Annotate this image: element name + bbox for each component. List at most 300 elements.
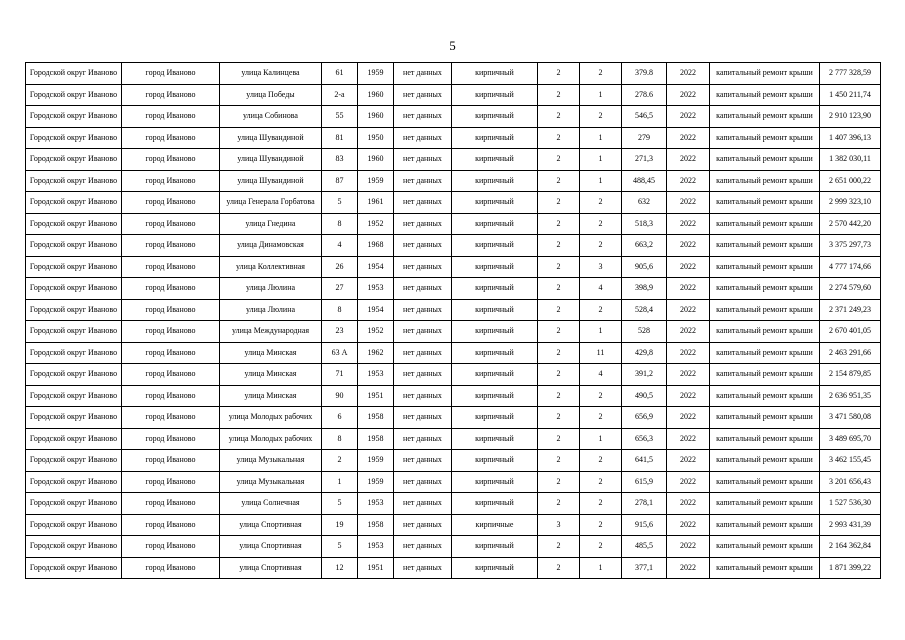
- work-type-cell: капитальный ремонт крыши: [710, 192, 820, 214]
- district-cell: Городской округ Иваново: [26, 342, 122, 364]
- area-cell: 518,3: [622, 213, 667, 235]
- floors-cell: 2: [538, 192, 580, 214]
- house-number-cell: 83: [322, 149, 358, 171]
- street-cell: улица Минская: [220, 364, 322, 386]
- table-row: [26, 428, 881, 450]
- build-year-cell: 1953: [358, 278, 394, 300]
- data-status-cell: нет данных: [394, 493, 452, 515]
- cost-cell: 2 164 362,84: [820, 536, 881, 558]
- table-row: [26, 514, 881, 536]
- work-type-cell: капитальный ремонт крыши: [710, 364, 820, 386]
- area-cell: 528: [622, 321, 667, 343]
- city-cell: город Иваново: [122, 471, 220, 493]
- table-row: [26, 471, 881, 493]
- floors-cell: 2: [538, 342, 580, 364]
- entrances-cell: 2: [580, 385, 622, 407]
- build-year-cell: 1968: [358, 235, 394, 257]
- wall-material-cell: кирпичный: [452, 149, 538, 171]
- wall-material-cell: кирпичный: [452, 84, 538, 106]
- entrances-cell: 1: [580, 428, 622, 450]
- cost-cell: 2 910 123,90: [820, 106, 881, 128]
- entrances-cell: 2: [580, 235, 622, 257]
- build-year-cell: 1961: [358, 192, 394, 214]
- area-cell: 391,2: [622, 364, 667, 386]
- district-cell: Городской округ Иваново: [26, 278, 122, 300]
- floors-cell: 2: [538, 385, 580, 407]
- work-type-cell: капитальный ремонт крыши: [710, 278, 820, 300]
- table-row: [26, 278, 881, 300]
- area-cell: 278,1: [622, 493, 667, 515]
- street-cell: улица Солнечная: [220, 493, 322, 515]
- floors-cell: 2: [538, 299, 580, 321]
- table-row: [26, 342, 881, 364]
- plan-year-cell: 2022: [667, 106, 710, 128]
- floors-cell: 2: [538, 235, 580, 257]
- wall-material-cell: кирпичный: [452, 106, 538, 128]
- wall-material-cell: кирпичный: [452, 299, 538, 321]
- city-cell: город Иваново: [122, 127, 220, 149]
- area-cell: 656,3: [622, 428, 667, 450]
- cost-cell: 2 154 879,85: [820, 364, 881, 386]
- city-cell: город Иваново: [122, 170, 220, 192]
- district-cell: Городской округ Иваново: [26, 557, 122, 579]
- house-number-cell: 1: [322, 471, 358, 493]
- cost-cell: 2 463 291,66: [820, 342, 881, 364]
- table-row: [26, 385, 881, 407]
- area-cell: 379.8: [622, 63, 667, 85]
- wall-material-cell: кирпичный: [452, 471, 538, 493]
- cost-cell: 2 993 431,39: [820, 514, 881, 536]
- entrances-cell: 2: [580, 536, 622, 558]
- table-row: [26, 170, 881, 192]
- house-number-cell: 5: [322, 192, 358, 214]
- house-number-cell: 4: [322, 235, 358, 257]
- entrances-cell: 2: [580, 493, 622, 515]
- floors-cell: 2: [538, 450, 580, 472]
- table-row: [26, 321, 881, 343]
- table-row: [26, 213, 881, 235]
- area-cell: 398,9: [622, 278, 667, 300]
- wall-material-cell: кирпичный: [452, 170, 538, 192]
- house-number-cell: 8: [322, 213, 358, 235]
- street-cell: улица Люлина: [220, 299, 322, 321]
- work-type-cell: капитальный ремонт крыши: [710, 536, 820, 558]
- street-cell: улица Спортивная: [220, 514, 322, 536]
- entrances-cell: 2: [580, 63, 622, 85]
- floors-cell: 2: [538, 493, 580, 515]
- build-year-cell: 1959: [358, 170, 394, 192]
- house-number-cell: 63 А: [322, 342, 358, 364]
- street-cell: улица Молодых рабочих: [220, 428, 322, 450]
- table-row: [26, 84, 881, 106]
- data-status-cell: нет данных: [394, 428, 452, 450]
- work-type-cell: капитальный ремонт крыши: [710, 84, 820, 106]
- work-type-cell: капитальный ремонт крыши: [710, 385, 820, 407]
- cost-cell: 4 777 174,66: [820, 256, 881, 278]
- entrances-cell: 1: [580, 321, 622, 343]
- cost-cell: 3 375 297,73: [820, 235, 881, 257]
- data-status-cell: нет данных: [394, 514, 452, 536]
- district-cell: Городской округ Иваново: [26, 493, 122, 515]
- floors-cell: 2: [538, 149, 580, 171]
- table-row: [26, 450, 881, 472]
- work-type-cell: капитальный ремонт крыши: [710, 342, 820, 364]
- data-status-cell: нет данных: [394, 364, 452, 386]
- city-cell: город Иваново: [122, 557, 220, 579]
- city-cell: город Иваново: [122, 63, 220, 85]
- build-year-cell: 1953: [358, 536, 394, 558]
- plan-year-cell: 2022: [667, 364, 710, 386]
- table-body: [26, 63, 881, 579]
- city-cell: город Иваново: [122, 514, 220, 536]
- city-cell: город Иваново: [122, 278, 220, 300]
- district-cell: Городской округ Иваново: [26, 321, 122, 343]
- house-number-cell: 2-а: [322, 84, 358, 106]
- build-year-cell: 1952: [358, 213, 394, 235]
- district-cell: Городской округ Иваново: [26, 127, 122, 149]
- data-status-cell: нет данных: [394, 407, 452, 429]
- street-cell: улица Шувандиной: [220, 149, 322, 171]
- street-cell: улица Минская: [220, 385, 322, 407]
- district-cell: Городской округ Иваново: [26, 428, 122, 450]
- floors-cell: 2: [538, 106, 580, 128]
- plan-year-cell: 2022: [667, 299, 710, 321]
- work-type-cell: капитальный ремонт крыши: [710, 493, 820, 515]
- wall-material-cell: кирпичный: [452, 192, 538, 214]
- house-number-cell: 61: [322, 63, 358, 85]
- plan-year-cell: 2022: [667, 428, 710, 450]
- house-number-cell: 5: [322, 536, 358, 558]
- street-cell: улица Молодых рабочих: [220, 407, 322, 429]
- floors-cell: 2: [538, 213, 580, 235]
- floors-cell: 3: [538, 514, 580, 536]
- area-cell: 632: [622, 192, 667, 214]
- cost-cell: 3 489 695,70: [820, 428, 881, 450]
- street-cell: улица Собинова: [220, 106, 322, 128]
- area-cell: 663,2: [622, 235, 667, 257]
- table-row: [26, 407, 881, 429]
- floors-cell: 2: [538, 471, 580, 493]
- plan-year-cell: 2022: [667, 342, 710, 364]
- house-number-cell: 8: [322, 299, 358, 321]
- house-number-cell: 55: [322, 106, 358, 128]
- plan-year-cell: 2022: [667, 235, 710, 257]
- table-row: [26, 106, 881, 128]
- cost-cell: 3 462 155,45: [820, 450, 881, 472]
- table-row: [26, 63, 881, 85]
- build-year-cell: 1954: [358, 256, 394, 278]
- cost-cell: 2 274 579,60: [820, 278, 881, 300]
- entrances-cell: 1: [580, 149, 622, 171]
- wall-material-cell: кирпичный: [452, 127, 538, 149]
- district-cell: Городской округ Иваново: [26, 536, 122, 558]
- plan-year-cell: 2022: [667, 514, 710, 536]
- data-status-cell: нет данных: [394, 106, 452, 128]
- entrances-cell: 2: [580, 299, 622, 321]
- work-type-cell: капитальный ремонт крыши: [710, 256, 820, 278]
- plan-year-cell: 2022: [667, 127, 710, 149]
- district-cell: Городской округ Иваново: [26, 235, 122, 257]
- cost-cell: 2 651 000,22: [820, 170, 881, 192]
- build-year-cell: 1960: [358, 149, 394, 171]
- work-type-cell: капитальный ремонт крыши: [710, 63, 820, 85]
- street-cell: улица Коллективная: [220, 256, 322, 278]
- build-year-cell: 1959: [358, 471, 394, 493]
- city-cell: город Иваново: [122, 536, 220, 558]
- wall-material-cell: кирпичный: [452, 536, 538, 558]
- house-number-cell: 26: [322, 256, 358, 278]
- wall-material-cell: кирпичный: [452, 278, 538, 300]
- work-type-cell: капитальный ремонт крыши: [710, 407, 820, 429]
- district-cell: Городской округ Иваново: [26, 471, 122, 493]
- district-cell: Городской округ Иваново: [26, 299, 122, 321]
- district-cell: Городской округ Иваново: [26, 364, 122, 386]
- cost-cell: 1 407 396,13: [820, 127, 881, 149]
- entrances-cell: 2: [580, 407, 622, 429]
- area-cell: 377,1: [622, 557, 667, 579]
- area-cell: 905,6: [622, 256, 667, 278]
- area-cell: 656,9: [622, 407, 667, 429]
- wall-material-cell: кирпичный: [452, 63, 538, 85]
- data-status-cell: нет данных: [394, 63, 452, 85]
- district-cell: Городской округ Иваново: [26, 450, 122, 472]
- table-row: [26, 364, 881, 386]
- wall-material-cell: кирпичный: [452, 493, 538, 515]
- wall-material-cell: кирпичный: [452, 557, 538, 579]
- district-cell: Городской округ Иваново: [26, 407, 122, 429]
- work-type-cell: капитальный ремонт крыши: [710, 127, 820, 149]
- area-cell: 271,3: [622, 149, 667, 171]
- entrances-cell: 1: [580, 170, 622, 192]
- house-number-cell: 81: [322, 127, 358, 149]
- build-year-cell: 1958: [358, 514, 394, 536]
- area-cell: 429,8: [622, 342, 667, 364]
- floors-cell: 2: [538, 256, 580, 278]
- street-cell: улица Генерала Горбатова: [220, 192, 322, 214]
- work-type-cell: капитальный ремонт крыши: [710, 149, 820, 171]
- entrances-cell: 2: [580, 213, 622, 235]
- plan-year-cell: 2022: [667, 493, 710, 515]
- area-cell: 488,45: [622, 170, 667, 192]
- floors-cell: 2: [538, 407, 580, 429]
- data-status-cell: нет данных: [394, 536, 452, 558]
- build-year-cell: 1951: [358, 385, 394, 407]
- work-type-cell: капитальный ремонт крыши: [710, 428, 820, 450]
- data-status-cell: нет данных: [394, 170, 452, 192]
- floors-cell: 2: [538, 170, 580, 192]
- house-number-cell: 19: [322, 514, 358, 536]
- entrances-cell: 3: [580, 256, 622, 278]
- floors-cell: 2: [538, 278, 580, 300]
- plan-year-cell: 2022: [667, 471, 710, 493]
- area-cell: 528,4: [622, 299, 667, 321]
- street-cell: улица Калинцева: [220, 63, 322, 85]
- district-cell: Городской округ Иваново: [26, 192, 122, 214]
- cost-cell: 2 371 249,23: [820, 299, 881, 321]
- data-status-cell: нет данных: [394, 84, 452, 106]
- district-cell: Городской округ Иваново: [26, 256, 122, 278]
- work-type-cell: капитальный ремонт крыши: [710, 170, 820, 192]
- floors-cell: 2: [538, 557, 580, 579]
- city-cell: город Иваново: [122, 106, 220, 128]
- build-year-cell: 1959: [358, 63, 394, 85]
- build-year-cell: 1950: [358, 127, 394, 149]
- district-cell: Городской округ Иваново: [26, 213, 122, 235]
- entrances-cell: 4: [580, 278, 622, 300]
- area-cell: 279: [622, 127, 667, 149]
- wall-material-cell: кирпичный: [452, 256, 538, 278]
- wall-material-cell: кирпичные: [452, 514, 538, 536]
- area-cell: 485,5: [622, 536, 667, 558]
- street-cell: улица Спортивная: [220, 536, 322, 558]
- area-cell: 490,5: [622, 385, 667, 407]
- data-status-cell: нет данных: [394, 235, 452, 257]
- build-year-cell: 1958: [358, 407, 394, 429]
- street-cell: улица Шувандиной: [220, 170, 322, 192]
- data-status-cell: нет данных: [394, 321, 452, 343]
- cost-cell: 2 670 401,05: [820, 321, 881, 343]
- street-cell: улица Минская: [220, 342, 322, 364]
- city-cell: город Иваново: [122, 493, 220, 515]
- page-number: 5: [449, 38, 456, 53]
- cost-cell: 2 636 951,35: [820, 385, 881, 407]
- table-row: [26, 149, 881, 171]
- house-number-cell: 8: [322, 428, 358, 450]
- city-cell: город Иваново: [122, 192, 220, 214]
- entrances-cell: 1: [580, 84, 622, 106]
- street-cell: улица Динамовская: [220, 235, 322, 257]
- build-year-cell: 1952: [358, 321, 394, 343]
- city-cell: город Иваново: [122, 235, 220, 257]
- table-row: [26, 557, 881, 579]
- entrances-cell: 1: [580, 557, 622, 579]
- district-cell: Городской округ Иваново: [26, 63, 122, 85]
- build-year-cell: 1959: [358, 450, 394, 472]
- floors-cell: 2: [538, 84, 580, 106]
- city-cell: город Иваново: [122, 256, 220, 278]
- street-cell: улица Люлина: [220, 278, 322, 300]
- work-type-cell: капитальный ремонт крыши: [710, 471, 820, 493]
- cost-cell: 1 382 030,11: [820, 149, 881, 171]
- wall-material-cell: кирпичный: [452, 428, 538, 450]
- plan-year-cell: 2022: [667, 170, 710, 192]
- house-number-cell: 71: [322, 364, 358, 386]
- entrances-cell: 11: [580, 342, 622, 364]
- work-type-cell: капитальный ремонт крыши: [710, 557, 820, 579]
- cost-cell: 1 527 536,30: [820, 493, 881, 515]
- data-status-cell: нет данных: [394, 256, 452, 278]
- district-cell: Городской округ Иваново: [26, 149, 122, 171]
- plan-year-cell: 2022: [667, 149, 710, 171]
- street-cell: улица Международная: [220, 321, 322, 343]
- house-number-cell: 6: [322, 407, 358, 429]
- city-cell: город Иваново: [122, 321, 220, 343]
- city-cell: город Иваново: [122, 385, 220, 407]
- cost-cell: 2 570 442,20: [820, 213, 881, 235]
- work-type-cell: капитальный ремонт крыши: [710, 321, 820, 343]
- cost-cell: 1 450 211,74: [820, 84, 881, 106]
- data-status-cell: нет данных: [394, 278, 452, 300]
- cost-cell: 2 999 323,10: [820, 192, 881, 214]
- plan-year-cell: 2022: [667, 213, 710, 235]
- floors-cell: 2: [538, 63, 580, 85]
- work-type-cell: капитальный ремонт крыши: [710, 514, 820, 536]
- plan-year-cell: 2022: [667, 557, 710, 579]
- wall-material-cell: кирпичный: [452, 321, 538, 343]
- table-row: [26, 536, 881, 558]
- work-type-cell: капитальный ремонт крыши: [710, 106, 820, 128]
- house-number-cell: 23: [322, 321, 358, 343]
- area-cell: 915,6: [622, 514, 667, 536]
- district-cell: Городской округ Иваново: [26, 514, 122, 536]
- wall-material-cell: кирпичный: [452, 450, 538, 472]
- area-cell: 615,9: [622, 471, 667, 493]
- cost-cell: 1 871 399,22: [820, 557, 881, 579]
- street-cell: улица Гнедина: [220, 213, 322, 235]
- city-cell: город Иваново: [122, 364, 220, 386]
- city-cell: город Иваново: [122, 84, 220, 106]
- floors-cell: 2: [538, 364, 580, 386]
- city-cell: город Иваново: [122, 299, 220, 321]
- work-type-cell: капитальный ремонт крыши: [710, 450, 820, 472]
- plan-year-cell: 2022: [667, 385, 710, 407]
- plan-year-cell: 2022: [667, 407, 710, 429]
- data-status-cell: нет данных: [394, 192, 452, 214]
- wall-material-cell: кирпичный: [452, 213, 538, 235]
- build-year-cell: 1951: [358, 557, 394, 579]
- entrances-cell: 4: [580, 364, 622, 386]
- wall-material-cell: кирпичный: [452, 385, 538, 407]
- entrances-cell: 2: [580, 450, 622, 472]
- city-cell: город Иваново: [122, 407, 220, 429]
- house-number-cell: 90: [322, 385, 358, 407]
- floors-cell: 2: [538, 127, 580, 149]
- plan-year-cell: 2022: [667, 192, 710, 214]
- street-cell: улица Спортивная: [220, 557, 322, 579]
- district-cell: Городской округ Иваново: [26, 385, 122, 407]
- entrances-cell: 2: [580, 514, 622, 536]
- build-year-cell: 1958: [358, 428, 394, 450]
- area-cell: 641,5: [622, 450, 667, 472]
- build-year-cell: 1953: [358, 493, 394, 515]
- city-cell: город Иваново: [122, 149, 220, 171]
- table-row: [26, 192, 881, 214]
- house-number-cell: 2: [322, 450, 358, 472]
- cost-cell: 3 471 580,08: [820, 407, 881, 429]
- build-year-cell: 1960: [358, 84, 394, 106]
- work-type-cell: капитальный ремонт крыши: [710, 213, 820, 235]
- area-cell: 278.6: [622, 84, 667, 106]
- house-number-cell: 87: [322, 170, 358, 192]
- entrances-cell: 2: [580, 106, 622, 128]
- floors-cell: 2: [538, 428, 580, 450]
- data-status-cell: нет данных: [394, 149, 452, 171]
- data-status-cell: нет данных: [394, 127, 452, 149]
- plan-year-cell: 2022: [667, 450, 710, 472]
- plan-year-cell: 2022: [667, 84, 710, 106]
- house-number-cell: 5: [322, 493, 358, 515]
- table-row: [26, 493, 881, 515]
- street-cell: улица Музыкальная: [220, 450, 322, 472]
- area-cell: 546,5: [622, 106, 667, 128]
- cost-cell: 2 777 328,59: [820, 63, 881, 85]
- table-row: [26, 127, 881, 149]
- table-row: [26, 235, 881, 257]
- work-type-cell: капитальный ремонт крыши: [710, 235, 820, 257]
- floors-cell: 2: [538, 536, 580, 558]
- street-cell: улица Шувандиной: [220, 127, 322, 149]
- data-status-cell: нет данных: [394, 385, 452, 407]
